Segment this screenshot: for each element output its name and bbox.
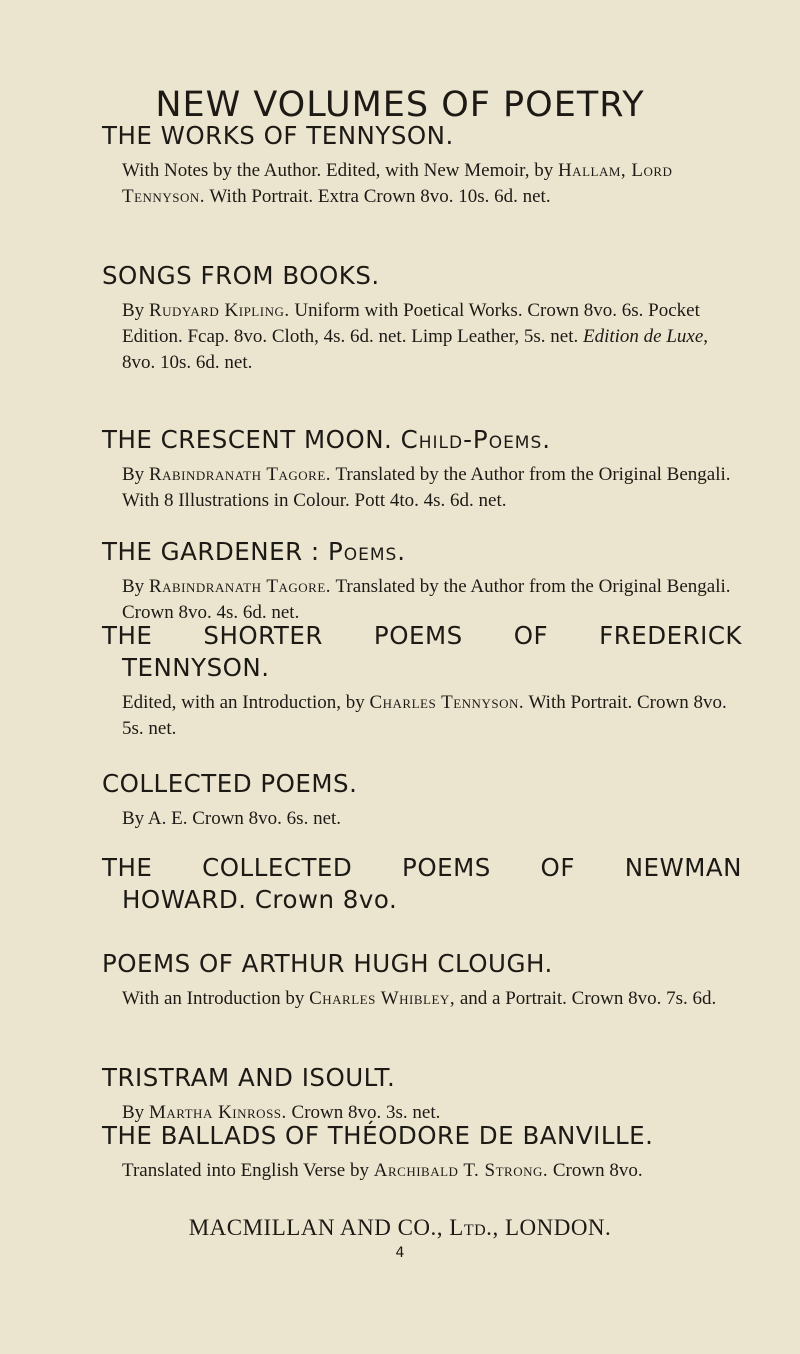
desc-text: , 8vo. 10s. 6d. net. [122,326,709,373]
entry-works-of-tennyson [102,120,742,210]
entry-title [102,620,742,684]
desc-text: With an Introduction by [122,988,310,1009]
author-name: Charles Whibley, [309,988,456,1009]
page-title: NEW VOLUMES OF POETRY [155,85,645,126]
entry-gardener [102,536,742,626]
entry-description: By A. E. Crown 8vo. 6s. net. [122,808,342,829]
entry-collected-poems-ae [102,768,742,832]
entry-description [122,690,742,742]
entry-title [102,536,742,568]
desc-text: With Portrait. Crown 8vo. 5s. net. [122,692,727,739]
desc-text: By [122,464,149,485]
imprint-text: , LONDON. [492,1215,612,1240]
entry-description [122,158,742,210]
desc-text: By [122,576,149,597]
desc-text: Crown 8vo. [548,1160,643,1181]
entry-title: SONGS FROM BOOKS. [102,261,380,290]
entry-frederick-tennyson [102,620,742,742]
desc-text: Translated by the Author from the Original Bengali. Crown 8vo. 4s. 6d. net. [122,576,731,623]
title-line-1: THE COLLECTED POEMS OF NEWMAN [102,853,742,882]
publisher-imprint [0,1215,800,1241]
desc-text: Crown 8vo. 3s. net. [286,1102,441,1123]
author-name: Martha Kinross. [148,1102,287,1123]
title-text: THE CRESCENT MOON. [102,425,393,454]
entry-description [122,298,742,376]
author-name: Rabindranath Tagore. [148,576,332,597]
entry-description [122,574,742,626]
entry-title: THE BALLADS OF THÉODORE DE BANVILLE. [102,1121,654,1150]
author-name: Rabindranath Tagore. [148,464,332,485]
desc-text: and a Portrait. Crown 8vo. 7s. 6d. [455,988,717,1009]
desc-text: By [122,1102,149,1123]
edition-name: Edition de Luxe [582,326,704,347]
entry-description [122,462,742,514]
author-name: Hallam, Lord Tennyson. [122,160,673,207]
title-subtitle: Poems. [327,537,407,566]
entry-title: COLLECTED POEMS. [102,769,358,798]
author-name: Charles Tennyson. [369,692,525,713]
desc-text: By [122,300,149,321]
entry-title: POEMS OF ARTHUR HUGH CLOUGH. [102,949,553,978]
title-line-2: TENNYSON. [122,653,270,682]
imprint-ltd: Ltd. [449,1215,493,1240]
title-text: THE GARDENER : [102,537,320,566]
entry-ballads-de-banville [102,1120,742,1184]
author-name: Rudyard Kipling. [148,300,290,321]
desc-text: With Notes by the Author. Edited, with New Memoir, by [122,160,554,181]
title-line-1: THE SHORTER POEMS OF FREDERICK [102,621,742,650]
entry-newman-howard [102,852,742,916]
translator-name: Archibald T. Strong. [373,1160,549,1181]
entry-songs-from-books [102,260,742,376]
title-line-2: HOWARD. Crown 8vo. [122,885,398,914]
page-number: 4 [395,1245,405,1261]
entry-title [102,852,742,916]
entry-title: THE WORKS OF TENNYSON. [102,121,454,150]
entry-arthur-hugh-clough [102,948,742,1012]
entry-crescent-moon [102,424,742,514]
entry-description [122,986,742,1012]
entry-description [122,1158,742,1184]
imprint-text: MACMILLAN AND CO., [188,1215,450,1240]
desc-text: With Portrait. Extra Crown 8vo. 10s. 6d. net. [204,186,551,207]
title-subtitle: Child-Poems. [400,425,552,454]
desc-text: Translated into English Verse by [122,1160,374,1181]
entry-title: TRISTRAM AND ISOULT. [102,1063,396,1092]
desc-text: Edited, with an Introduction, by [122,692,370,713]
desc-text: Uniform with Poetical Works. Crown 8vo. 6s. Pocket Edition. Fcap. 8vo. Cloth, 4s. 6d. net. Limp Leather, 5s. net. [122,300,700,347]
desc-text: Translated by the Author from the Original Bengali. With 8 Illustrations in Colour. Pott 4to. 4s. 6d. net. [122,464,731,511]
entry-tristram-and-isoult [102,1062,742,1126]
entry-title [102,424,742,456]
